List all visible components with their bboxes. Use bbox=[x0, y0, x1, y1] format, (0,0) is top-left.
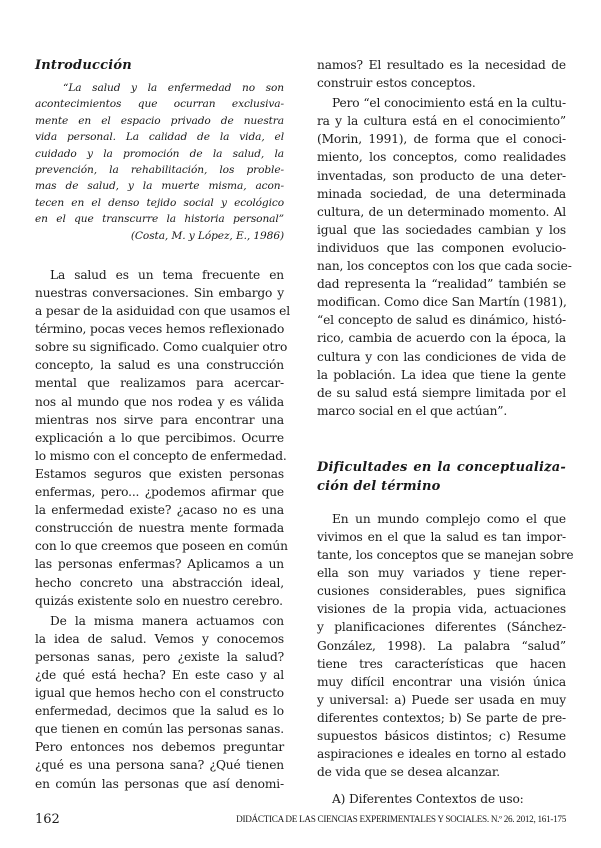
epigraph bbox=[35, 80, 284, 244]
text-line: la idea de salud. Vemos y conocemos bbox=[35, 631, 284, 646]
text-line: que tienen en común las personas sanas. bbox=[35, 722, 284, 737]
text-line: mental que realizamos para acercar- bbox=[35, 376, 284, 391]
text-line: dad representa la “realidad” también se bbox=[317, 277, 566, 292]
text-line: inventadas, son producto de una deter- bbox=[317, 168, 566, 183]
text-line: vivimos en el que la salud es tan impor- bbox=[317, 529, 566, 544]
epigraph-line: mente en el espacio privado de nuestra bbox=[35, 114, 284, 127]
paragraph-intro-2-continued bbox=[317, 56, 566, 92]
text-line: la enfermedad existe? ¿acaso no es una bbox=[35, 503, 284, 518]
text-line: ra y la cultura está en el conocimiento” bbox=[317, 114, 566, 129]
text-line: Estamos seguros que existen personas bbox=[35, 466, 284, 481]
text-line: la población. La idea que tiene la gente bbox=[317, 367, 566, 382]
text-line: Pero “el conocimiento está en la cultu- bbox=[332, 96, 566, 111]
text-line: (Morin, 1991), de forma que el conoci- bbox=[317, 132, 566, 147]
text-line: sobre su significado. Como cualquier otro bbox=[35, 340, 288, 355]
text-line: muy difícil encontrar una visión única bbox=[317, 674, 566, 689]
text-line: ¿de qué está hecha? En este caso y al bbox=[35, 667, 284, 682]
epigraph-line: prevención, la rehabilitación, los proble- bbox=[35, 163, 284, 176]
text-line: cultura, de un determinado momento. Al bbox=[317, 204, 566, 219]
text-line: y universal: a) Puede ser usada en muy bbox=[317, 692, 566, 707]
epigraph-line: “La salud y la enfermedad no son bbox=[63, 82, 284, 94]
text-line: igual que las sociedades cambian y los bbox=[317, 222, 566, 237]
text-line: En un mundo complejo como el que bbox=[332, 511, 566, 526]
text-line: diferentes contextos; b) Se parte de pre- bbox=[317, 710, 566, 725]
text-line: de su salud está siempre limitada por el bbox=[317, 385, 566, 400]
epigraph-citation: (Costa, M. y López, E., 1986) bbox=[130, 229, 284, 242]
text-line: explicación a lo que percibimos. Ocurre bbox=[35, 430, 284, 445]
text-line: “el concepto de salud es dinámico, histó- bbox=[317, 313, 566, 328]
text-line: ella son muy variados y tiene reper- bbox=[317, 566, 566, 581]
text-line: La salud es un tema frecuente en bbox=[50, 267, 284, 282]
text-line: lo mismo con el concepto de enfermedad. bbox=[35, 448, 287, 463]
text-line: hecho concreto una abstracción ideal, bbox=[35, 575, 284, 590]
paragraph-intro-2 bbox=[35, 612, 284, 793]
journal-citation: DIDÁCTICA DE LAS CIENCIAS EXPERIMENTALES Y SOCIALES. N.º 26. 2012, 161-175 bbox=[236, 814, 566, 824]
section-heading-dificultades bbox=[317, 458, 566, 496]
text-line: nan, los conceptos con los que cada socie- bbox=[317, 259, 572, 274]
text-line: enfermas, pero... ¿podemos afirmar que bbox=[35, 485, 284, 500]
paragraph-intro-3 bbox=[317, 94, 572, 420]
text-line: tiene tres características que hacen bbox=[317, 656, 566, 671]
epigraph-line: acontecimientos que ocurran exclusiva- bbox=[35, 98, 284, 111]
text-line: minada sociedad, de una determinada bbox=[317, 186, 566, 201]
text-line: personas sanas, pero ¿existe la salud? bbox=[35, 649, 284, 664]
text-line: rico, cambia de acuerdo con la época, la bbox=[317, 331, 566, 346]
text-line: marco social en el que actúan”. bbox=[317, 403, 508, 418]
epigraph-line: mas de salud, y la muerte misma, acon- bbox=[35, 180, 284, 193]
paragraph-dificultades-1 bbox=[317, 510, 574, 781]
text-line: supuestos básicos distintos; c) Resume bbox=[317, 729, 566, 743]
text-line: nos al mundo que nos rodea y es válida bbox=[35, 394, 284, 409]
text-line: de vida que se desea alcanzar. bbox=[317, 765, 500, 780]
subheading-contextos: A) Diferentes Contextos de uso: bbox=[332, 792, 524, 807]
text-line: nuestras conversaciones. Sin embargo y bbox=[35, 286, 284, 300]
text-line: construcción de nuestra mente formada bbox=[35, 521, 284, 536]
heading-line: ción del término bbox=[317, 478, 441, 494]
left-column bbox=[35, 56, 290, 793]
text-line: modifican. Como dice San Martín (1981), bbox=[317, 295, 567, 310]
text-line: en común las personas que así denomi- bbox=[35, 776, 284, 791]
epigraph-line: vida personal. La calidad de la vida, el bbox=[35, 131, 284, 144]
text-line: las personas enfermas? Aplicamos a un bbox=[35, 557, 284, 572]
text-line: tante, los conceptos que se manejan sobre bbox=[317, 548, 574, 563]
page-footer bbox=[35, 812, 566, 828]
text-line: cultura y con las condiciones de vida de bbox=[317, 349, 566, 364]
epigraph-line: en el que transcurre la historia personal” bbox=[35, 213, 284, 226]
page-number: 162 bbox=[35, 812, 60, 827]
text-line: término, pocas veces hemos reflexionado bbox=[35, 322, 285, 337]
text-line: con lo que creemos que poseen en común bbox=[35, 539, 288, 554]
paragraph-intro-1 bbox=[35, 266, 290, 610]
right-column bbox=[317, 56, 574, 808]
text-line: individuos que las componen evolucio- bbox=[317, 240, 566, 255]
text-line: concepto, la salud es una construcción bbox=[35, 358, 284, 373]
text-line: construir estos conceptos. bbox=[317, 76, 476, 91]
text-line: enfermedad, decimos que la salud es lo bbox=[35, 704, 284, 719]
text-line: ¿qué es una persona sana? ¿Qué tienen bbox=[35, 758, 284, 773]
text-line: mientras nos sirve para encontrar una bbox=[35, 412, 284, 427]
text-line: miento, los conceptos, como realidades bbox=[317, 150, 566, 165]
text-line: De la misma manera actuamos con bbox=[50, 613, 284, 628]
text-line: quizás existente solo en nuestro cerebro. bbox=[35, 593, 283, 608]
text-line: González, 1998). La palabra “salud” bbox=[317, 638, 566, 653]
text-line: visiones de la propia vida, actuaciones bbox=[317, 602, 566, 617]
text-line: Pero entonces nos debemos preguntar bbox=[35, 740, 284, 755]
text-line: igual que hemos hecho con el constructo bbox=[35, 686, 284, 701]
text-line: y planificaciones diferentes (Sánchez- bbox=[317, 620, 566, 635]
epigraph-line: tecen en el denso tejido social y ecológico bbox=[35, 196, 284, 209]
text-line: a pesar de la asiduidad con que usamos el bbox=[35, 304, 290, 319]
text-line: namos? El resultado es la necesidad de bbox=[317, 58, 566, 72]
text-line: aspiraciones e ideales en torno al estado bbox=[317, 747, 566, 762]
text-line: cusiones considerables, pues significa bbox=[317, 584, 566, 599]
section-heading-introduccion: Introducción bbox=[35, 58, 132, 73]
epigraph-line: cuidado y la promoción de la salud, la bbox=[35, 147, 284, 160]
heading-line: Dificultades en la conceptualiza- bbox=[317, 459, 566, 475]
